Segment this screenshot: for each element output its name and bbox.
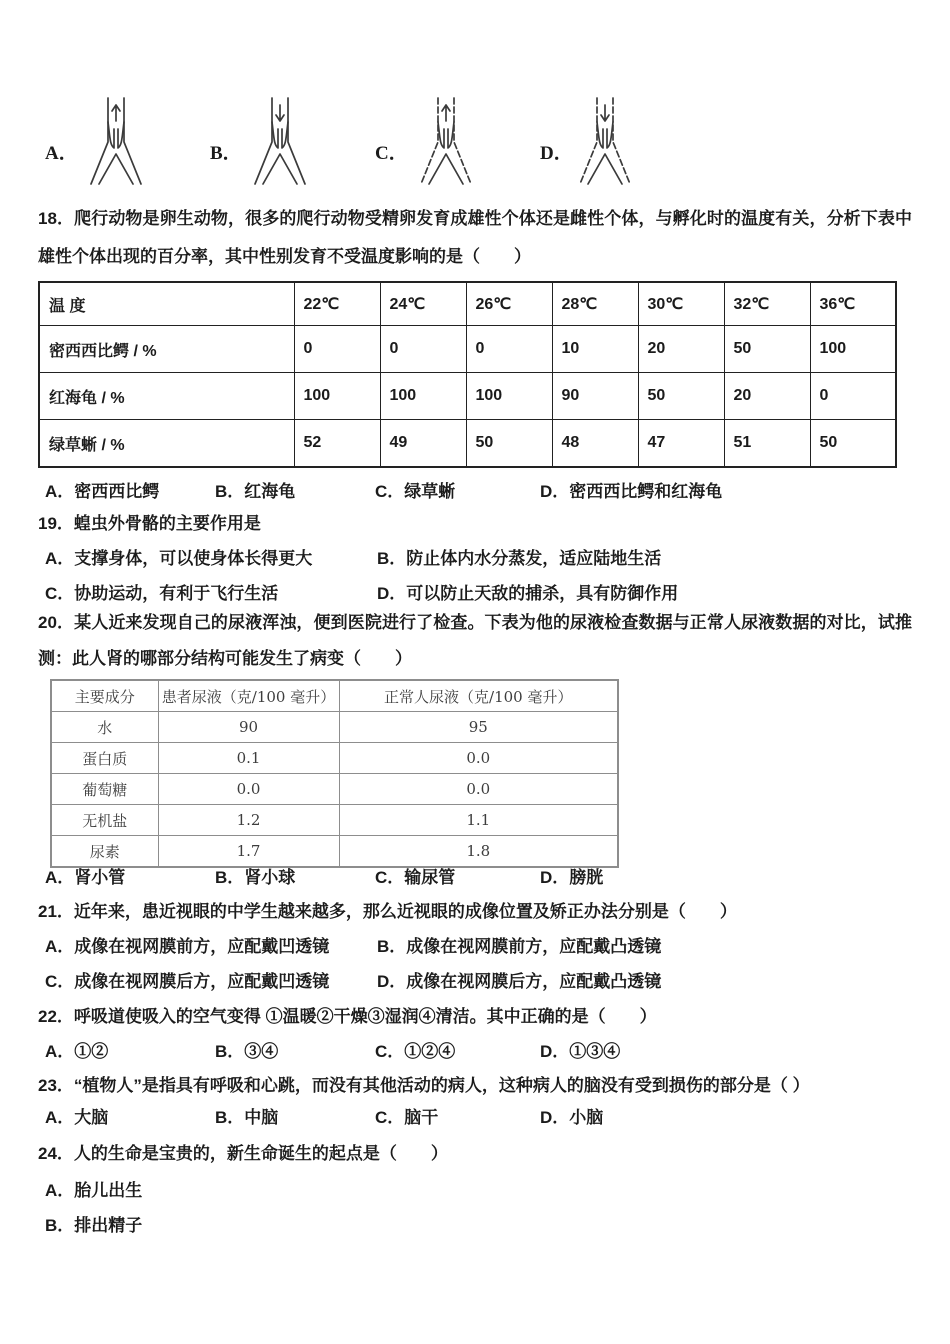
question-20-options: [0, 863, 950, 889]
option-a: A．大脑: [45, 1108, 109, 1127]
table-cell: 尿素: [51, 836, 158, 868]
table-cell: 100: [466, 373, 552, 420]
question-19-options-ab: [0, 544, 950, 570]
option-b: B．肾小球: [215, 868, 296, 887]
table-header-cell: 正常人尿液（克/100 毫升）: [339, 680, 618, 712]
table-cell: 水: [51, 712, 158, 743]
table-row: [51, 805, 618, 836]
table-cell: 葡萄糖: [51, 774, 158, 805]
question-19-options-cd: [0, 579, 950, 605]
table-row: [51, 712, 618, 743]
option-b: B．排出精子: [45, 1216, 143, 1235]
question-21-options-ab: [0, 932, 950, 958]
table-cell: 50: [810, 420, 896, 468]
table-cell: 红海龟 / %: [39, 373, 294, 420]
option-b: B．红海龟: [215, 482, 296, 501]
question-18-options: [0, 477, 950, 503]
table-cell: 90: [552, 373, 638, 420]
figure-b-label: B．: [210, 143, 242, 164]
table-header-cell: 32℃: [724, 282, 810, 326]
option-d: D．①③④: [540, 1042, 621, 1061]
vein-valve-diagram-d: [577, 96, 633, 188]
table-cell: 0: [294, 326, 380, 373]
table-row: [39, 326, 896, 373]
table-header-cell: 24℃: [380, 282, 466, 326]
temperature-sex-table: [38, 281, 897, 468]
option-b: B．③④: [215, 1042, 279, 1061]
table-row: [51, 774, 618, 805]
figure-d-label: D．: [540, 143, 573, 164]
option-c: C．①②④: [375, 1042, 456, 1061]
option-d: D．小脑: [540, 1108, 604, 1127]
table-cell: 49: [380, 420, 466, 468]
option-a: A．支撑身体，可以使身体长得更大: [45, 549, 313, 568]
table-cell: 0: [810, 373, 896, 420]
table-row: [39, 373, 896, 420]
option-d: D．膀胱: [540, 868, 604, 887]
question-24-text: 24．人的生命是宝贵的，新生命诞生的起点是（ ）: [38, 1144, 448, 1163]
vein-valve-diagram-a: [88, 96, 144, 188]
table-cell: 48: [552, 420, 638, 468]
table-row: [51, 680, 618, 712]
vein-valve-diagram-b: [252, 96, 308, 188]
table-cell: 50: [638, 373, 724, 420]
table-cell: 50: [724, 326, 810, 373]
question-21-options-cd: [0, 967, 950, 993]
table-cell: 20: [638, 326, 724, 373]
option-c: C．成像在视网膜后方，应配戴凹透镜: [45, 972, 330, 991]
table-cell: 1.1: [339, 805, 618, 836]
option-d: D．可以防止天敌的捕杀，具有防御作用: [377, 584, 679, 603]
question-23-text: 23．“植物人”是指具有呼吸和心跳，而没有其他活动的病人，这种病人的脑没有受到损伤的部分是（ ）: [38, 1076, 810, 1095]
table-cell: 0.0: [158, 774, 339, 805]
table-row: [39, 282, 896, 326]
question-18-text: 18．爬行动物是卵生动物，很多的爬行动物受精卵发育成雄性个体还是雌性个体，与孵化时的温度有关，分析下表中雄性个体出现的百分率，其中性别发育不受温度影响的是（ ）: [38, 209, 912, 266]
table-cell: 蛋白质: [51, 743, 158, 774]
option-b: B．成像在视网膜前方，应配戴凸透镜: [377, 937, 662, 956]
question-19-text: 19．蝗虫外骨骼的主要作用是: [38, 514, 261, 533]
question-22-options: [0, 1037, 950, 1063]
figure-a-label: A．: [45, 143, 78, 164]
table-cell: 无机盐: [51, 805, 158, 836]
table-cell: 90: [158, 712, 339, 743]
question-22-text: 22．呼吸道使吸入的空气变得 ①温暖②干燥③湿润④清洁。其中正确的是（ ）: [38, 1007, 657, 1026]
question-21-text: 21．近年来，患近视眼的中学生越来越多，那么近视眼的成像位置及矫正办法分别是（ ）: [38, 902, 737, 921]
table-cell: 密西西比鳄 / %: [39, 326, 294, 373]
table-cell: 0: [380, 326, 466, 373]
option-c: C．协助运动，有利于飞行生活: [45, 584, 279, 603]
option-a: A．密西西比鳄: [45, 482, 160, 501]
option-c: C．绿草蜥: [375, 482, 456, 501]
table-row: [39, 420, 896, 468]
table-cell: 1.2: [158, 805, 339, 836]
option-a: A．胎儿出生: [45, 1181, 143, 1200]
option-b: B．中脑: [215, 1108, 279, 1127]
table-cell: 52: [294, 420, 380, 468]
table-cell: 0.1: [158, 743, 339, 774]
urine-analysis-table: [50, 679, 619, 868]
table-cell: 100: [380, 373, 466, 420]
table-header-cell: 主要成分: [51, 680, 158, 712]
table-cell: 51: [724, 420, 810, 468]
option-c: C．输尿管: [375, 868, 456, 887]
table-header-cell: 22℃: [294, 282, 380, 326]
option-d: D．成像在视网膜后方，应配戴凸透镜: [377, 972, 662, 991]
table-cell: 20: [724, 373, 810, 420]
table-cell: 0: [466, 326, 552, 373]
option-a: A．成像在视网膜前方，应配戴凹透镜: [45, 937, 330, 956]
option-b: B．防止体内水分蒸发，适应陆地生活: [377, 549, 662, 568]
question-20-text: 20．某人近来发现自己的尿液浑浊，便到医院进行了检查。下表为他的尿液检查数据与正常人尿液数据的对比，试推测：此人肾的哪部分结构可能发生了病变（ ）: [38, 613, 912, 668]
option-d: D．密西西比鳄和红海龟: [540, 482, 723, 501]
table-cell: 50: [466, 420, 552, 468]
table-cell: 100: [810, 326, 896, 373]
table-row: [51, 743, 618, 774]
table-cell: 95: [339, 712, 618, 743]
question-23-options: [0, 1103, 950, 1129]
figure-c-label: C．: [375, 143, 408, 164]
vein-valve-diagram-c: [418, 96, 474, 188]
option-c: C．脑干: [375, 1108, 439, 1127]
table-cell: 10: [552, 326, 638, 373]
table-header-cell: 26℃: [466, 282, 552, 326]
table-cell: 100: [294, 373, 380, 420]
table-header-cell: 36℃: [810, 282, 896, 326]
table-cell: 47: [638, 420, 724, 468]
table-cell: 0.0: [339, 774, 618, 805]
table-header-cell: 患者尿液（克/100 毫升）: [158, 680, 339, 712]
table-header-cell: 温 度: [39, 282, 294, 326]
option-a: A．①②: [45, 1042, 109, 1061]
table-cell: 1.8: [339, 836, 618, 868]
option-a: A．肾小管: [45, 868, 126, 887]
table-cell: 1.7: [158, 836, 339, 868]
table-cell: 绿草蜥 / %: [39, 420, 294, 468]
table-header-cell: 30℃: [638, 282, 724, 326]
table-header-cell: 28℃: [552, 282, 638, 326]
table-cell: 0.0: [339, 743, 618, 774]
